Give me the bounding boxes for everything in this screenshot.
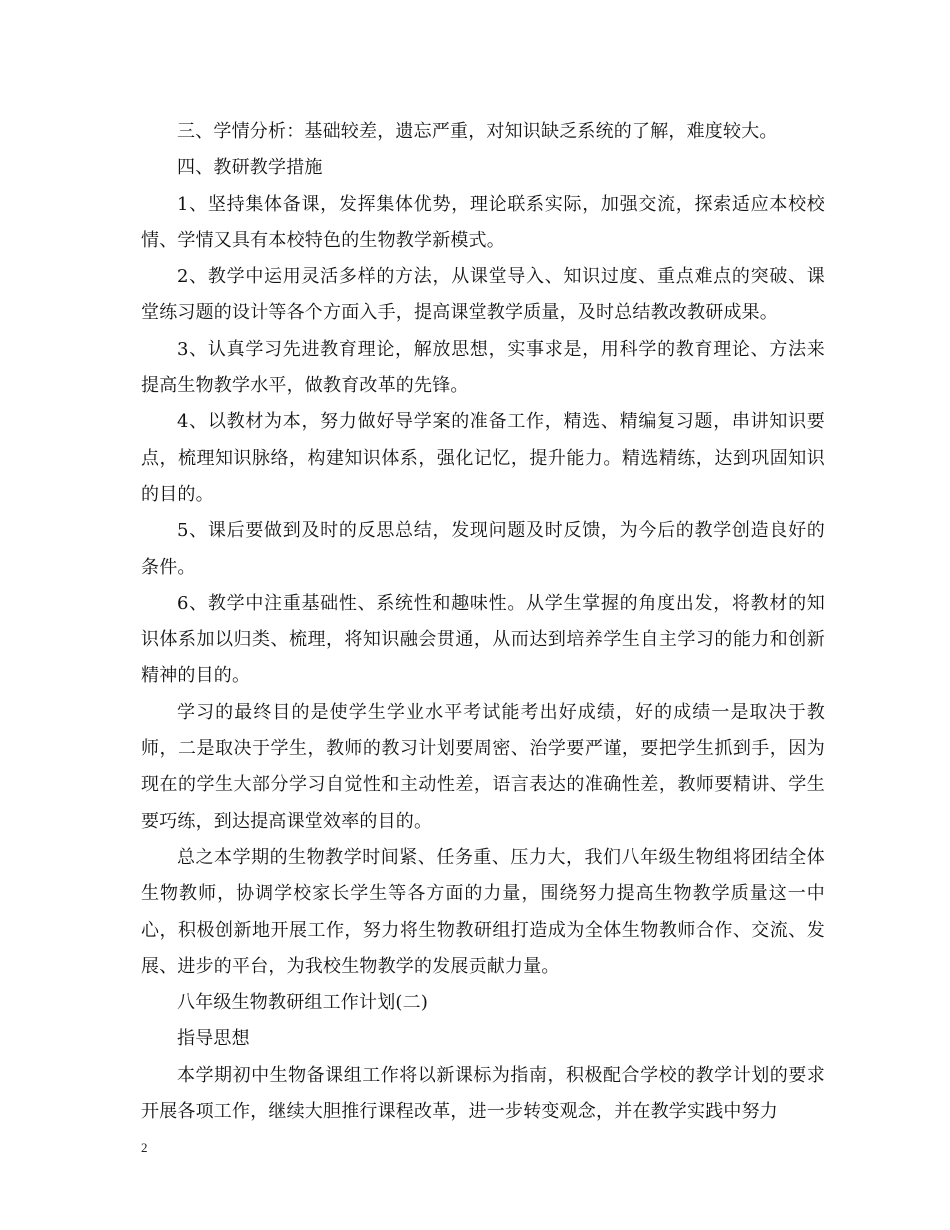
paragraph-measure-4: 4、以教材为本，努力做好导学案的准备工作，精选、精编复习题，串讲知识要点，梳理知识脉络，构建知识体系，强化记忆，提升能力。精选精练，达到巩固知识的目的。 (141, 411, 825, 505)
paragraph-measure-1: 1、坚持集体备课，发挥集体优势，理论联系实际，加强交流，探索适应本校校情、学情又具有本校特色的生物教学新模式。 (141, 193, 825, 251)
paragraph-measure-6: 6、教学中注重基础性、系统性和趣味性。从学生掌握的角度出发，将教材的知识体系加以归类、梳理，将知识融会贯通，从而达到培养学生自主学习的能力和创新精神的目的。 (141, 592, 825, 687)
paragraph-learning-analysis: 三、学情分析：基础较差，遗忘严重，对知识缺乏系统的了解，难度较大。 (177, 121, 778, 142)
paragraph-measure-5: 5、课后要做到及时的反思总结，发现问题及时反馈，为今后的教学创造良好的条件。 (141, 520, 825, 578)
paragraph-guiding-thought: 本学期初中生物备课组工作将以新课标为指南，积极配合学校的教学计划的要求开展各项工作，继续大胆推行课程改革，进一步转变观念，并在教学实践中努力 (141, 1064, 825, 1123)
page-number: 2 (141, 1140, 148, 1155)
paragraph-measure-2: 2、教学中运用灵活多样的方法，从课堂导入、知识过度、重点难点的突破、课堂练习题的设计等各个方面入手，提高课堂教学质量，及时总结教改教研成果。 (141, 266, 825, 324)
paragraph-measure-3: 3、认真学习先进教育理论，解放思想，实事求是，用科学的教育理论、方法来提高生物教学水平，做教育改革的先锋。 (141, 338, 825, 397)
document-body (141, 114, 825, 1130)
paragraph-learning-goal: 学习的最终目的是使学生学业水平考试能考出好成绩，好的成绩一是取决于教师，二是取决于学生，教师的教习计划要周密、治学要严谨，要把学生抓到手，因为现在的学生大部分学习自觉性和主动性差，语言表达的准确性差，教师要精讲、学生要巧练，到达提高课堂效率的目的。 (141, 701, 825, 832)
section-heading-measures: 四、教研教学措施 (177, 157, 323, 179)
section-heading-guiding-thought: 指导思想 (177, 1028, 250, 1050)
section-title-plan-two: 八年级生物教研组工作计划(二) (177, 992, 429, 1014)
paragraph-summary: 总之本学期的生物教学时间紧、任务重、压力大，我们八年级生物组将团结全体生物教师，协调学校家长学生等各方面的力量，围绕努力提高生物教学质量这一中心，积极创新地开展工作，努力将生物教研组打造成为全体生物教师合作、交流、发展、进步的平台，为我校生物教学的发展贡献力量。 (141, 846, 825, 977)
